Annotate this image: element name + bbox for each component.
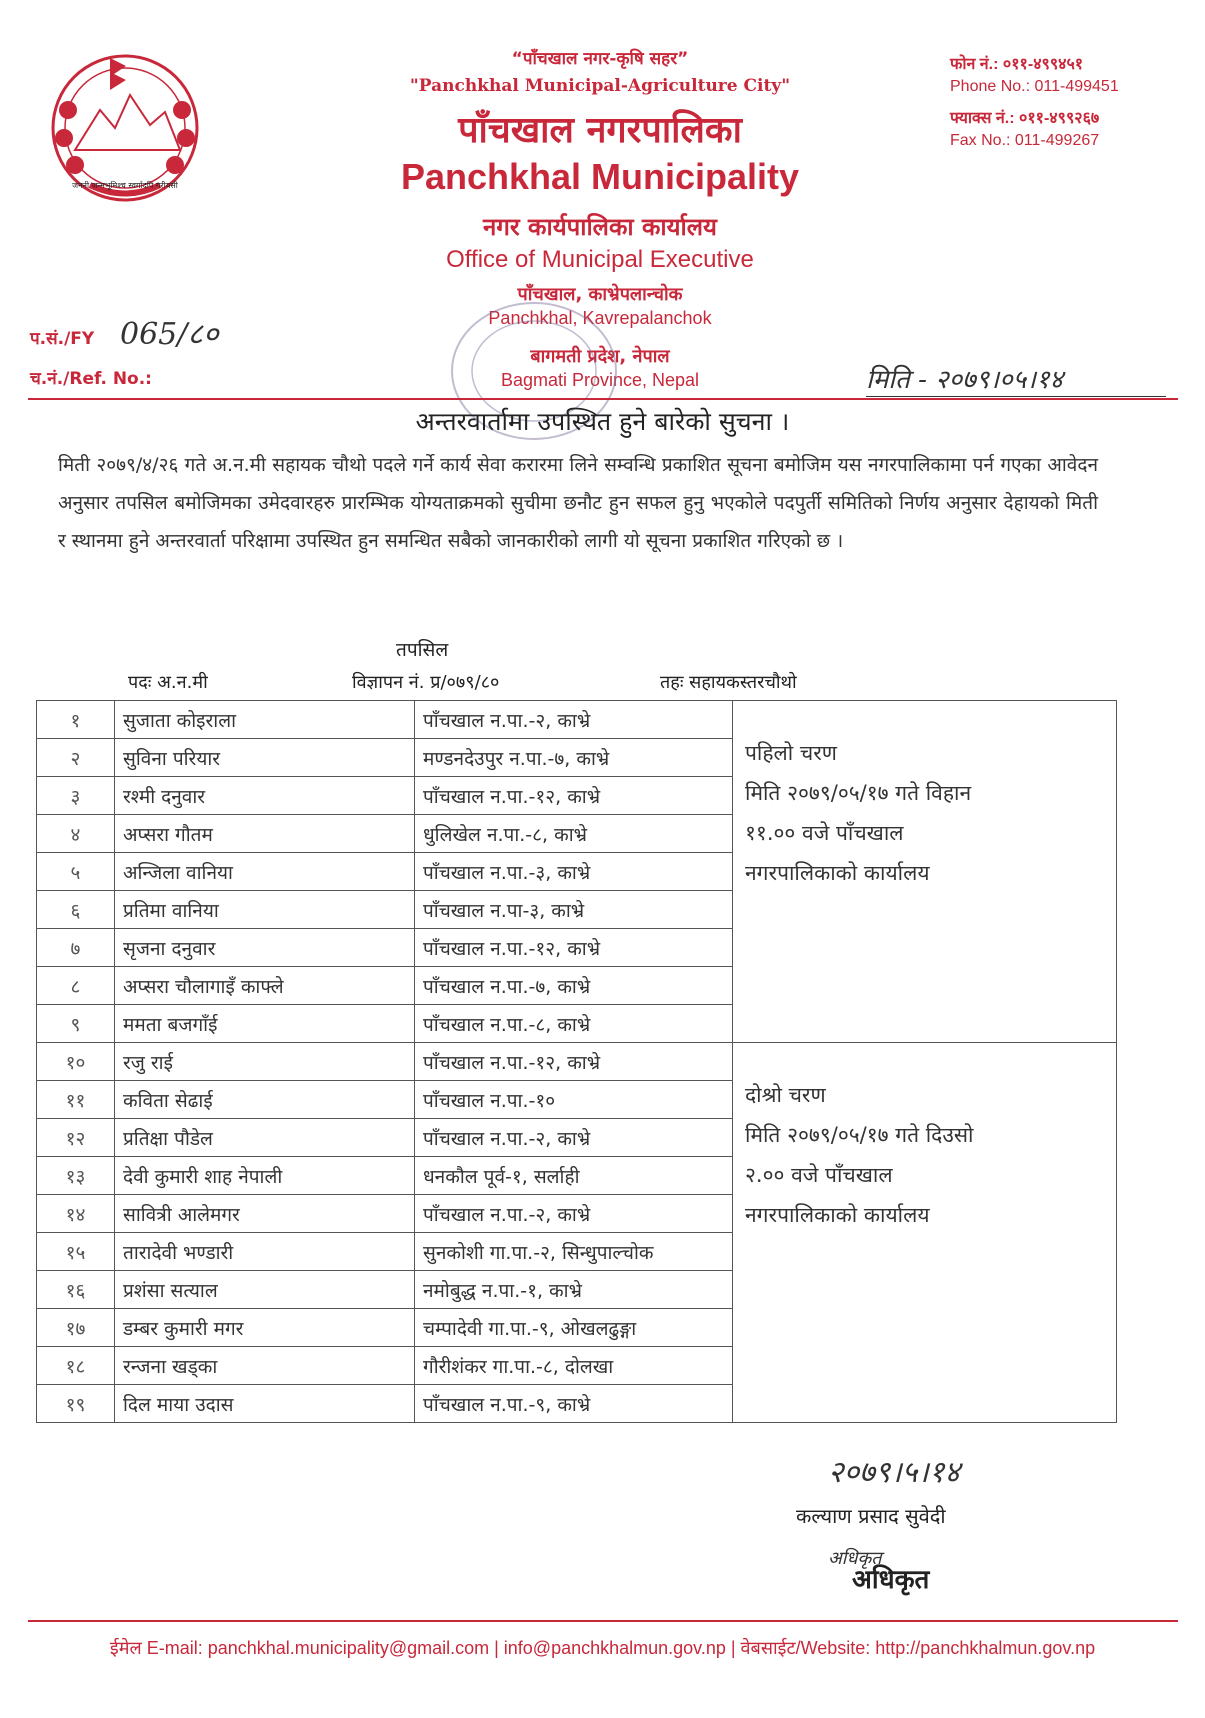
- slogan-english: "Panchkhal Municipal-Agriculture City": [409, 76, 791, 96]
- candidate-address-cell: पाँचखाल न.पा.-१२, काभ्रे: [415, 929, 733, 967]
- phone-nepali: फोन नं.: ०११-४९९४५१: [950, 56, 1084, 73]
- phone-english: Phone No.: 011-499451: [950, 78, 1119, 95]
- ref-label: च.नं./Ref. No.:: [30, 369, 152, 389]
- candidate-name-cell: देवी कुमारी शाह नेपाली: [115, 1157, 415, 1195]
- candidate-name-cell: रन्जना खड्का: [115, 1347, 415, 1385]
- serial-number-cell: ११: [37, 1081, 115, 1119]
- candidate-address-cell: पाँचखाल न.पा.-२, काभ्रे: [415, 1119, 733, 1157]
- candidate-name-cell: सुजाता कोइराला: [115, 701, 415, 739]
- phase1-line3: नगरपालिकाको कार्यालय: [745, 861, 930, 885]
- candidate-address-cell: चम्पादेवी गा.पा.-९, ओखलढुङ्गा: [415, 1309, 733, 1347]
- serial-number-cell: १६: [37, 1271, 115, 1309]
- office-name-nepali: नगर कार्यपालिका कार्यालय: [483, 213, 717, 241]
- candidate-address-cell: पाँचखाल न.पा.-७, काभ्रे: [415, 967, 733, 1005]
- address-line1-english: Panchkhal, Kavrepalanchok: [488, 308, 712, 328]
- serial-number-cell: ७: [37, 929, 115, 967]
- candidate-name-cell: कविता सेढाई: [115, 1081, 415, 1119]
- candidate-table: [36, 700, 1117, 1423]
- candidate-name-cell: अप्सरा गौतम: [115, 815, 415, 853]
- candidate-name-cell: डम्बर कुमारी मगर: [115, 1309, 415, 1347]
- phase2-title: दोश्रो चरण: [745, 1083, 826, 1107]
- table-row: [37, 701, 1117, 739]
- candidate-name-cell: अप्सरा चौलागाइँ काफ्ले: [115, 967, 415, 1005]
- footer-divider: [28, 1620, 1178, 1622]
- serial-number-cell: २: [37, 739, 115, 777]
- advertisement-number: विज्ञापन नं. प्र/०७९/८०: [352, 672, 500, 693]
- phase2-line2: २.०० वजे पाँचखाल: [745, 1163, 893, 1187]
- candidate-address-cell: धुलिखेल न.पा.-८, काभ्रे: [415, 815, 733, 853]
- candidate-address-cell: गौरीशंकर गा.पा.-८, दोलखा: [415, 1347, 733, 1385]
- candidate-address-cell: पाँचखाल न.पा.-१२, काभ्रे: [415, 1043, 733, 1081]
- serial-number-cell: १८: [37, 1347, 115, 1385]
- serial-number-cell: ६: [37, 891, 115, 929]
- post-label: पदः अ.न.मी: [128, 672, 208, 693]
- header-divider: [28, 398, 1178, 400]
- table-row: [37, 1043, 1117, 1081]
- signatory-position-handwritten: अधिकृत: [828, 1548, 882, 1569]
- serial-number-cell: ४: [37, 815, 115, 853]
- date-underline: [866, 396, 1166, 397]
- candidate-name-cell: रश्मी दनुवार: [115, 777, 415, 815]
- candidate-address-cell: नमोबुद्ध न.पा.-१, काभ्रे: [415, 1271, 733, 1309]
- fax-english: Fax No.: 011-499267: [950, 132, 1100, 149]
- address-line2-english: Bagmati Province, Nepal: [500, 370, 700, 390]
- candidate-address-cell: पाँचखाल न.पा.-२, काभ्रे: [415, 1195, 733, 1233]
- municipality-name-english: Panchkhal Municipality: [400, 156, 800, 197]
- emblem-motto: जननी जन्मभूमिश्च स्वर्गादपि गरीयसी: [72, 181, 178, 190]
- serial-number-cell: १४: [37, 1195, 115, 1233]
- municipality-name-nepali: पाँचखाल नगरपालिका: [458, 110, 742, 151]
- candidate-name-cell: प्रतिमा वानिया: [115, 891, 415, 929]
- signatory-name: कल्याण प्रसाद सुवेदी: [796, 1504, 946, 1528]
- phase2-schedule-cell: [733, 1043, 1117, 1423]
- serial-number-cell: ९: [37, 1005, 115, 1043]
- phase2-line1: मिति २०७९/०५/१७ गते दिउसो: [745, 1123, 974, 1147]
- candidate-name-cell: सृजना दनुवार: [115, 929, 415, 967]
- candidate-address-cell: पाँचखाल न.पा.-९, काभ्रे: [415, 1385, 733, 1423]
- phase1-line2: ११.०० वजे पाँचखाल: [745, 821, 904, 845]
- serial-number-cell: १७: [37, 1309, 115, 1347]
- candidate-name-cell: रजु राई: [115, 1043, 415, 1081]
- serial-number-cell: ८: [37, 967, 115, 1005]
- serial-number-cell: ३: [37, 777, 115, 815]
- annex-title: तपसिल: [396, 639, 449, 661]
- candidate-address-cell: धनकौल पूर्व-१, सर्लाही: [415, 1157, 733, 1195]
- serial-number-cell: १९: [37, 1385, 115, 1423]
- candidate-address-cell: पाँचखाल न.पा.-८, काभ्रे: [415, 1005, 733, 1043]
- office-name-english: Office of Municipal Executive: [446, 246, 754, 273]
- serial-number-cell: १३: [37, 1157, 115, 1195]
- footer-contact: ईमेल E-mail: panchkhal.municipality@gmail.com | info@panchkhalmun.gov.np | वेबसाईट/Website: http://panchkhalmun.gov.np: [109, 1638, 1096, 1658]
- candidate-name-cell: दिल माया उदास: [115, 1385, 415, 1423]
- phase2-line3: नगरपालिकाको कार्यालय: [745, 1203, 930, 1227]
- candidate-address-cell: सुनकोशी गा.पा.-२, सिन्धुपाल्चोक: [415, 1233, 733, 1271]
- fy-value-handwritten: 065/८०: [120, 317, 219, 352]
- phase1-line1: मिति २०७९/०५/१७ गते विहान: [745, 781, 972, 805]
- serial-number-cell: १: [37, 701, 115, 739]
- serial-number-cell: ५: [37, 853, 115, 891]
- candidate-address-cell: पाँचखाल न.पा.-१२, काभ्रे: [415, 777, 733, 815]
- candidate-address-cell: पाँचखाल न.पा.-२, काभ्रे: [415, 701, 733, 739]
- candidate-address-cell: पाँचखाल न.पा.-३, काभ्रे: [415, 853, 733, 891]
- signature-handwritten: २०७९।५।१४: [828, 1455, 960, 1490]
- date-handwritten: मिति - २०७९।०५।१४: [866, 365, 1064, 395]
- serial-number-cell: १०: [37, 1043, 115, 1081]
- notice-body: मिती २०७९/४/२६ गते अ.न.मी सहायक चौथो पदले गर्ने कार्य सेवा करारमा लिने सम्वन्धि प्रकाशित सूचना बमोजिम यस नगरपालिकामा पर्न गएका आवेदन अनुसार तपसिल बमोजिमका उमेदवारहरु प्रारम्भिक योग्यताक्रमको सुचीमा छनौट हुन सफल हुनु भएकोले पदपुर्ती समितिको निर्णय अनुसार देहायको मिती र स्थानमा हुने अन्तरवार्ता परिक्षामा उपस्थित हुन समन्धित सबैको जानकारीको लागी यो सूचना प्रकाशित गरिएको छ ।: [58, 454, 1098, 552]
- candidate-name-cell: तारादेवी भण्डारी: [115, 1233, 415, 1271]
- serial-number-cell: १५: [37, 1233, 115, 1271]
- candidate-name-cell: ममता बजगाँई: [115, 1005, 415, 1043]
- notice-title: अन्तरवार्तामा उपस्थित हुने बारेको सुचना ।: [415, 407, 790, 436]
- candidate-name-cell: अन्जिला वानिया: [115, 853, 415, 891]
- slogan-nepali: “पाँचखाल नगर-कृषि सहर”: [511, 49, 689, 69]
- candidate-name-cell: सुविना परियार: [115, 739, 415, 777]
- candidate-address-cell: पाँचखाल न.पा.-१०: [415, 1081, 733, 1119]
- candidate-address-cell: पाँचखाल न.पा-३, काभ्रे: [415, 891, 733, 929]
- signatory-position-stamp: अधिकृत: [852, 1565, 930, 1595]
- candidate-name-cell: प्रतिक्षा पौडेल: [115, 1119, 415, 1157]
- address-line2-nepali: बागमती प्रदेश, नेपाल: [530, 346, 670, 367]
- fax-nepali: फ्याक्स नं.: ०११-४९९२६७: [950, 110, 1100, 127]
- candidate-name-cell: सावित्री आलेमगर: [115, 1195, 415, 1233]
- level-label: तहः सहायकस्तरचौथो: [660, 672, 797, 693]
- candidate-name-cell: प्रशंसा सत्याल: [115, 1271, 415, 1309]
- phase1-schedule-cell: [733, 701, 1117, 1043]
- candidate-address-cell: मण्डनदेउपुर न.पा.-७, काभ्रे: [415, 739, 733, 777]
- fy-label: प.सं./FY: [30, 329, 95, 349]
- address-line1-nepali: पाँचखाल, काभ्रेपलान्चोक: [517, 284, 683, 305]
- serial-number-cell: १२: [37, 1119, 115, 1157]
- phase1-title: पहिलो चरण: [745, 741, 837, 765]
